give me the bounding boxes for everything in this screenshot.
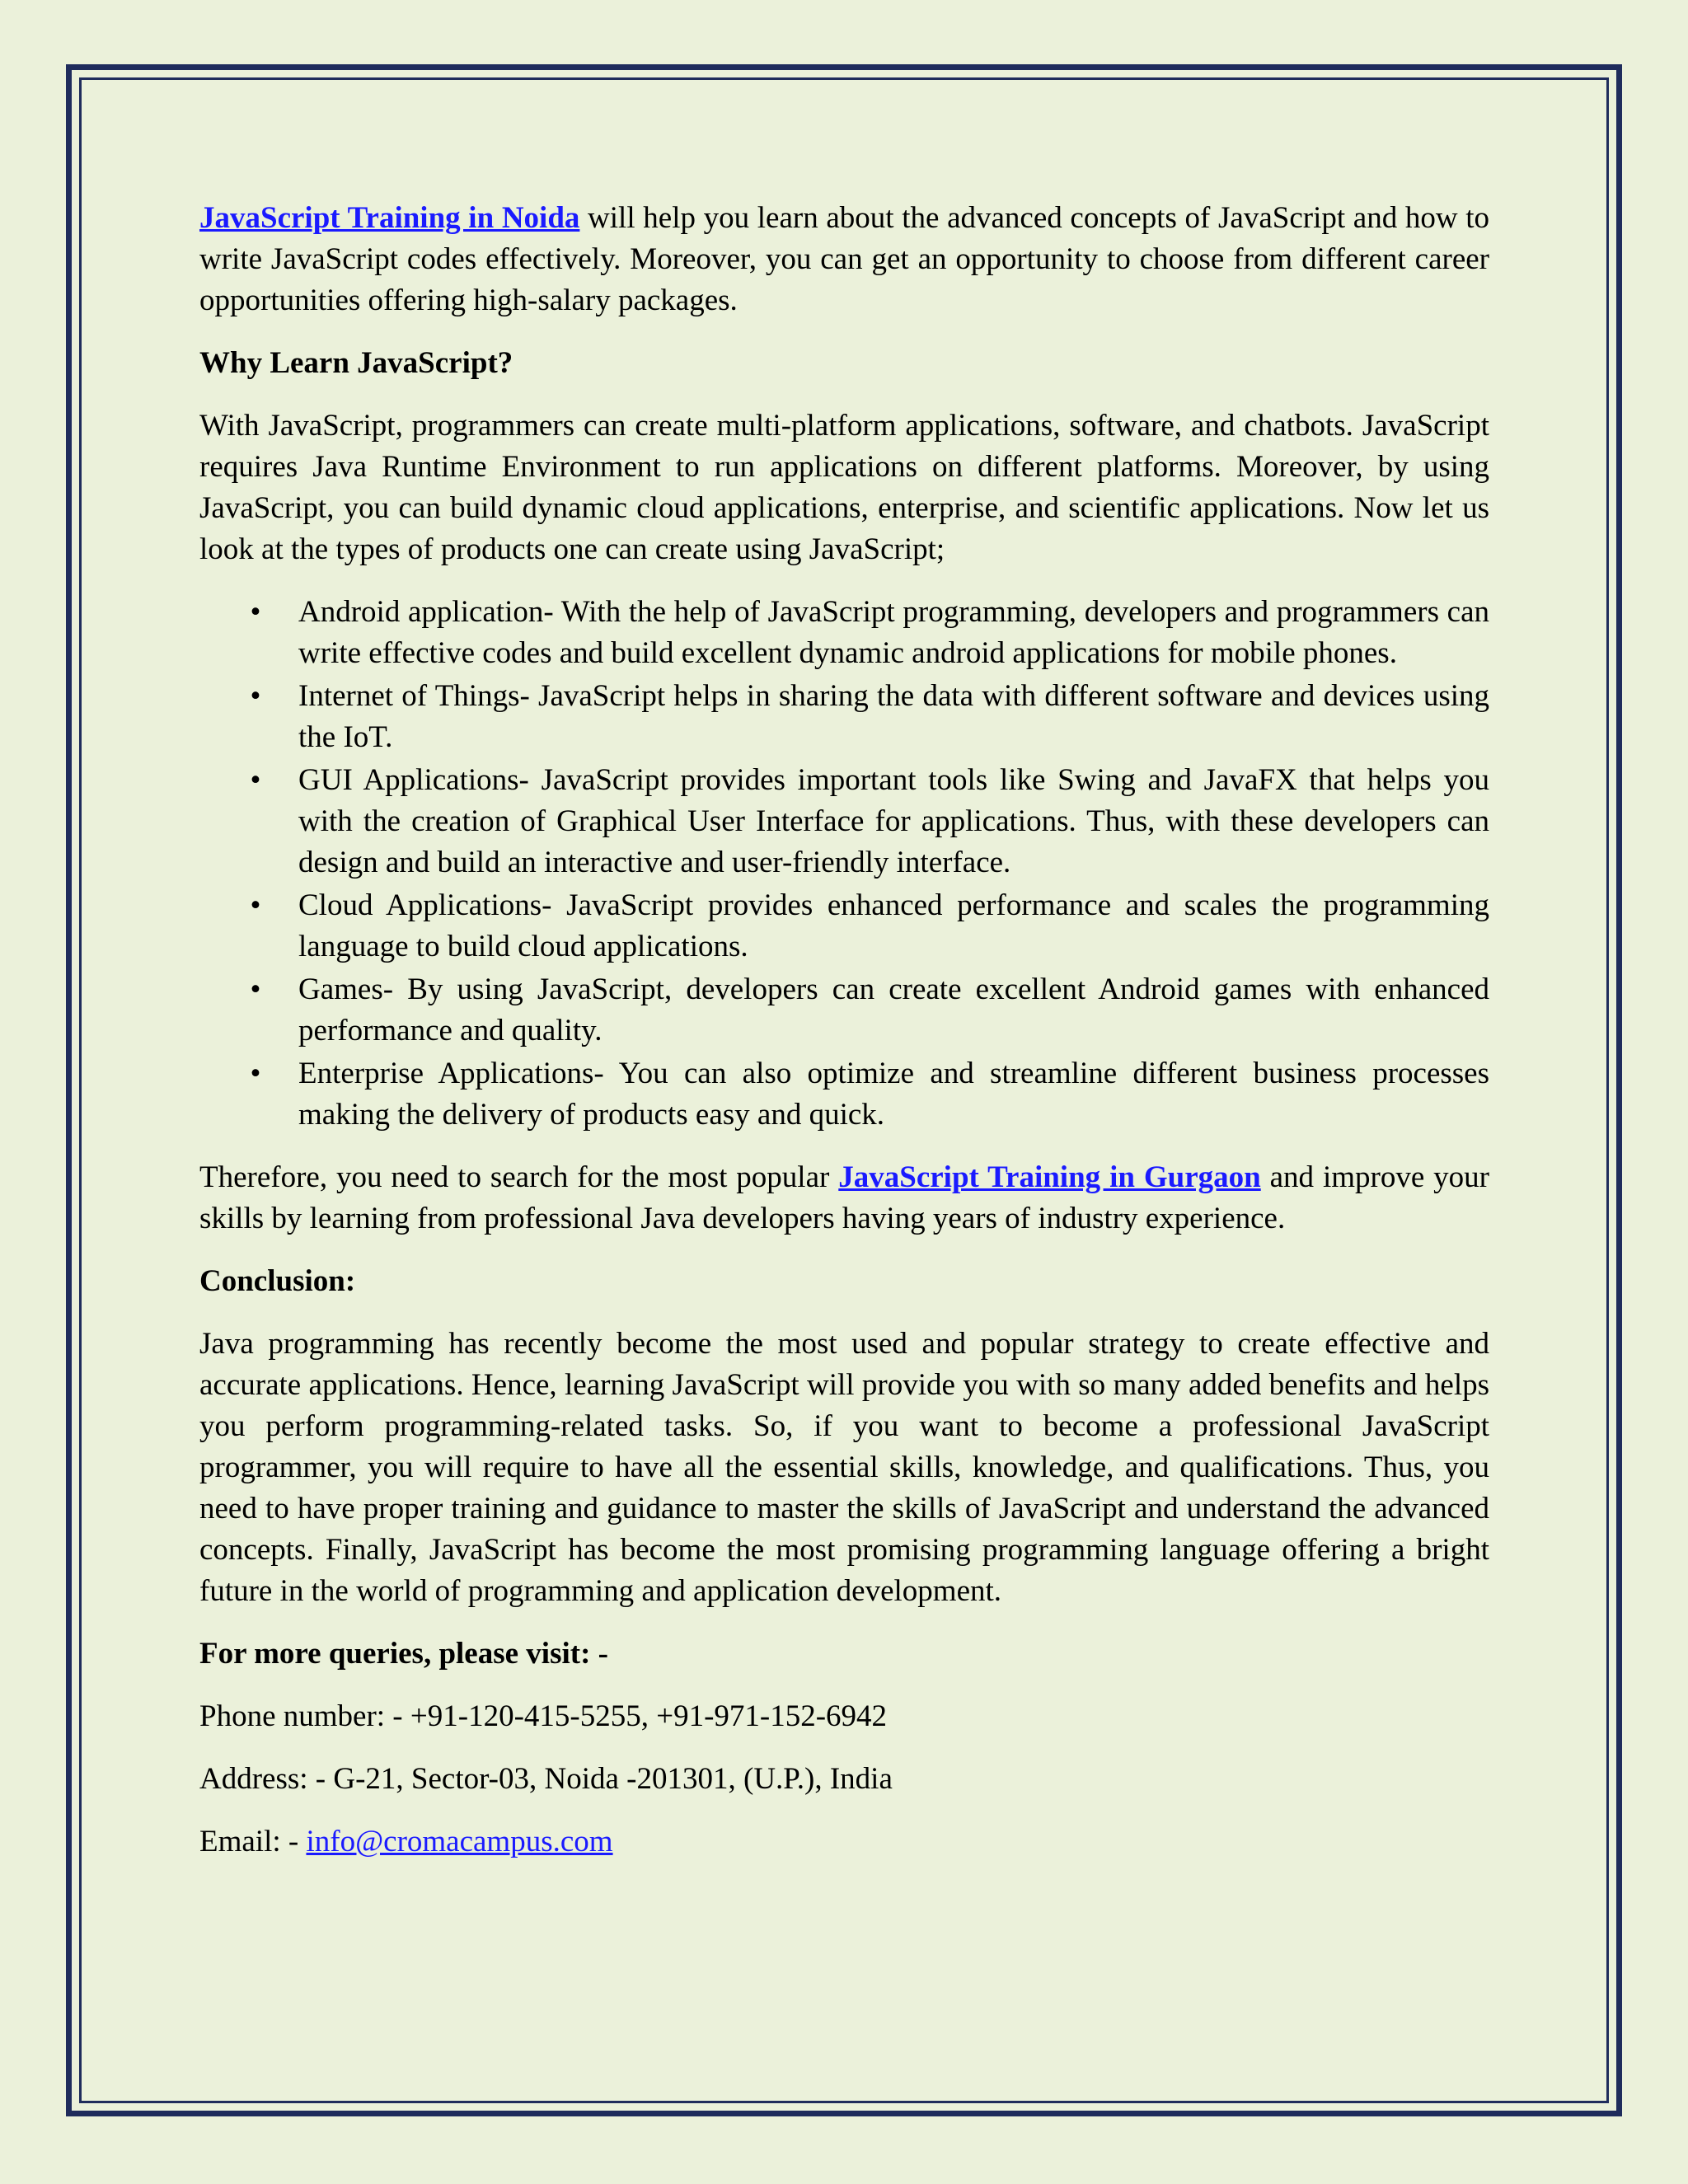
document-body (199, 198, 1489, 1884)
bullet-icon: • (250, 972, 261, 1006)
javascript-training-gurgaon-link[interactable]: JavaScript Training in Gurgaon (838, 1160, 1261, 1194)
address: Address: - G-21, Sector-03, Noida -201301, (U.P.), India (199, 1762, 893, 1796)
bullet-icon: • (250, 763, 261, 797)
list-item (199, 760, 1489, 883)
email-link[interactable]: info@cromacampus.com (306, 1825, 613, 1858)
list-item-text: GUI Applications- JavaScript provides important tools like Swing and JavaFX that helps you with the creation of Graphical User Interface for applications. Thus, with these developers can design and build an interactive and user-friendly interface. (298, 763, 1489, 879)
list-item (199, 676, 1489, 758)
bullet-icon: • (250, 595, 261, 629)
bullet-icon: • (250, 888, 261, 922)
list-item (199, 969, 1489, 1052)
list-item-text: Android application- With the help of JavaScript programming, developers and programmers can write effective codes and build excellent dynamic android applications for mobile phones. (298, 595, 1489, 670)
contact-heading: For more queries, please visit: - (199, 1637, 608, 1671)
therefore-text-before: Therefore, you need to search for the most popular (199, 1160, 839, 1194)
product-types-list (199, 592, 1489, 1136)
list-item (199, 1053, 1489, 1136)
list-item-text: Games- By using JavaScript, developers can create excellent Android games with enhanced performance and quality. (298, 972, 1489, 1047)
conclusion-paragraph: Java programming has recently become the most used and popular strategy to create effective and accurate applications. Hence, learning JavaScript will provide you with so many added benefits and helps you perform programming-related tasks. So, if you want to become a professional JavaScript programmer, you will require to have all the essential skills, knowledge, and qualifications. Thus, you need to have proper training and guidance to master the skills of JavaScript and understand the advanced concepts. Finally, JavaScript has become the most promising programming language offering a bright future in the world of programming and application development. (199, 1327, 1489, 1608)
email-line (199, 1821, 1489, 1863)
list-item (199, 592, 1489, 674)
phone-number: Phone number: - +91-120-415-5255, +91-971-152-6942 (199, 1699, 888, 1733)
bullet-icon: • (250, 1057, 261, 1090)
therefore-paragraph (199, 1157, 1489, 1240)
email-label: Email: - (199, 1825, 307, 1858)
list-item-text: Internet of Things- JavaScript helps in sharing the data with different software and devices using the IoT. (298, 679, 1489, 754)
list-item (199, 885, 1489, 968)
conclusion-heading: Conclusion: (199, 1264, 356, 1298)
bullet-icon: • (250, 679, 261, 713)
why-learn-paragraph: With JavaScript, programmers can create multi-platform applications, software, and chatbots. JavaScript requires Java Runtime Environment to run applications on different platforms. Moreover, by using JavaScript, you can build dynamic cloud applications, enterprise, and scientific applications. Now let us look at the types of products one can create using JavaScript; (199, 409, 1489, 566)
intro-paragraph (199, 198, 1489, 321)
list-item-text: Enterprise Applications- You can also optimize and streamline different business processes making the delivery of products easy and quick. (298, 1057, 1489, 1132)
javascript-training-noida-link[interactable]: JavaScript Training in Noida (199, 201, 580, 235)
intro-text: will help you learn about the advanced concepts of JavaScript and how to write JavaScript codes effectively. Moreover, you can get an opportunity to choose from different career opportunities offering high-salary packages. (199, 201, 1490, 317)
why-learn-heading: Why Learn JavaScript? (199, 346, 513, 380)
list-item-text: Cloud Applications- JavaScript provides enhanced performance and scales the programming language to build cloud applications. (298, 888, 1489, 963)
therefore-text-after: and improve your skills by learning from professional Java developers having years of industry experience. (199, 1160, 1490, 1235)
